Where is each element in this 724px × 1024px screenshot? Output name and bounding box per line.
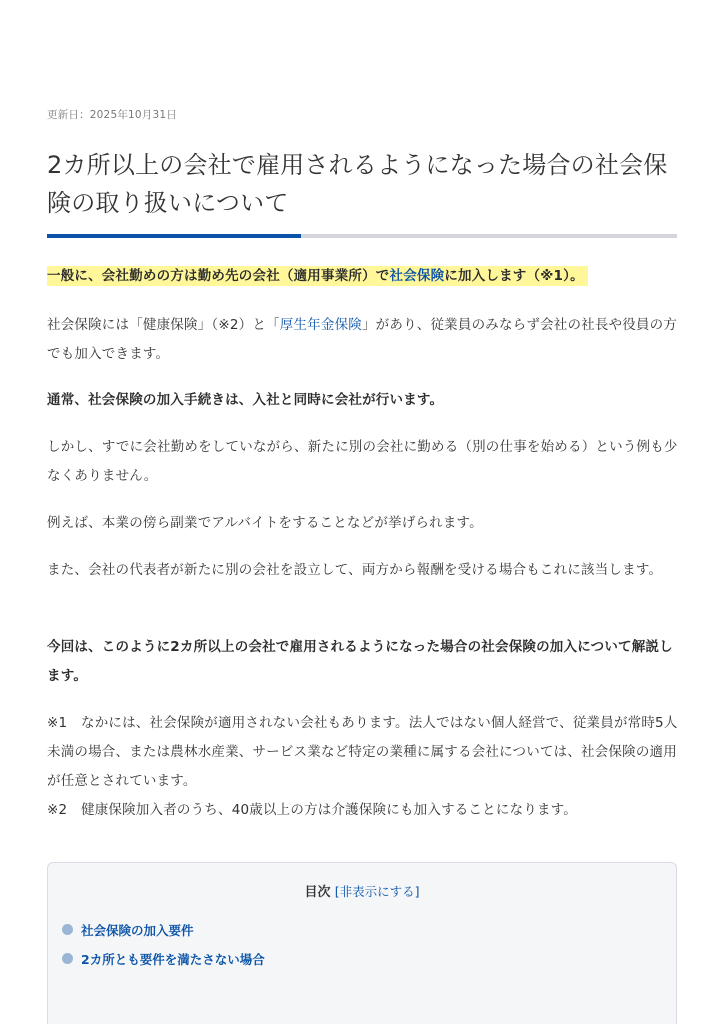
toc-list <box>62 915 265 973</box>
toc-header <box>48 881 676 900</box>
paragraph-second-job: しかし、すでに会社勤めをしていながら、新たに別の会社に勤める（別の仕事を始める）という例も少なくありません。 <box>47 439 678 484</box>
paragraph-side-job-example: 例えば、本業の傍ら副業でアルバイトをすることなどが挙げられます。 <box>47 515 483 531</box>
lead-text-before: 一般に、会社勤めの方は勤め先の会社（適用事業所）で <box>47 268 390 284</box>
toc-item-label: 2カ所とも要件を満たさない場合 <box>81 951 265 967</box>
p1-text-after: 」があり、従業員のみならず会社の社長や役員の方でも加入できます。 <box>47 317 678 362</box>
footnote-1: ※1 なかには、社会保険が適用されない会社もあります。法人ではない個人経営で、従業員が常時5人未満の場合、または農林水産業、サービス業など特定の業種に属する会社については、社会保険の適用が任意とされています。 <box>47 715 678 789</box>
table-of-contents <box>47 862 677 1024</box>
social-insurance-link[interactable]: 社会保険 <box>389 268 445 284</box>
page-title: 2カ所以上の会社で雇用されるようになった場合の社会保険の取り扱いについて <box>47 151 668 217</box>
paragraph-representative-example: また、会社の代表者が新たに別の会社を設立して、両方から報酬を受ける場合もこれに該当します。 <box>47 562 663 578</box>
paragraph-article-purpose: 今回は、このように2カ所以上の会社で雇用されるようになった場合の社会保険の加入について解説します。 <box>47 639 673 684</box>
paragraph-insurance-types <box>47 311 679 369</box>
bullet-icon <box>62 953 73 964</box>
toc-hide-toggle[interactable]: [非表示にする] <box>334 884 420 899</box>
toc-item-requirements[interactable] <box>62 915 265 944</box>
toc-title: 目次 <box>304 885 331 900</box>
lead-text-after: に加入します（※1）。 <box>444 268 584 284</box>
updated-date: 更新日：2025年10月31日 <box>47 109 177 121</box>
title-underline <box>47 234 677 238</box>
title-underline-accent <box>47 234 301 238</box>
p1-text-before: 社会保険には「健康保険」（※2）と「 <box>47 317 280 333</box>
lead-highlight <box>47 266 588 286</box>
toc-item-label: 社会保険の加入要件 <box>81 922 194 938</box>
paragraph-enrollment-procedure: 通常、社会保険の加入手続きは、入社と同時に会社が行います。 <box>47 392 444 408</box>
footnote-2: ※2 健康保険加入者のうち、40歳以上の方は介護保険にも加入することになります。 <box>47 802 577 818</box>
bullet-icon <box>62 924 73 935</box>
toc-item-both-not-meeting[interactable] <box>62 944 265 973</box>
lead-paragraph <box>47 262 679 291</box>
footnotes <box>47 709 679 825</box>
pension-insurance-link[interactable]: 厚生年金保険 <box>279 317 362 333</box>
